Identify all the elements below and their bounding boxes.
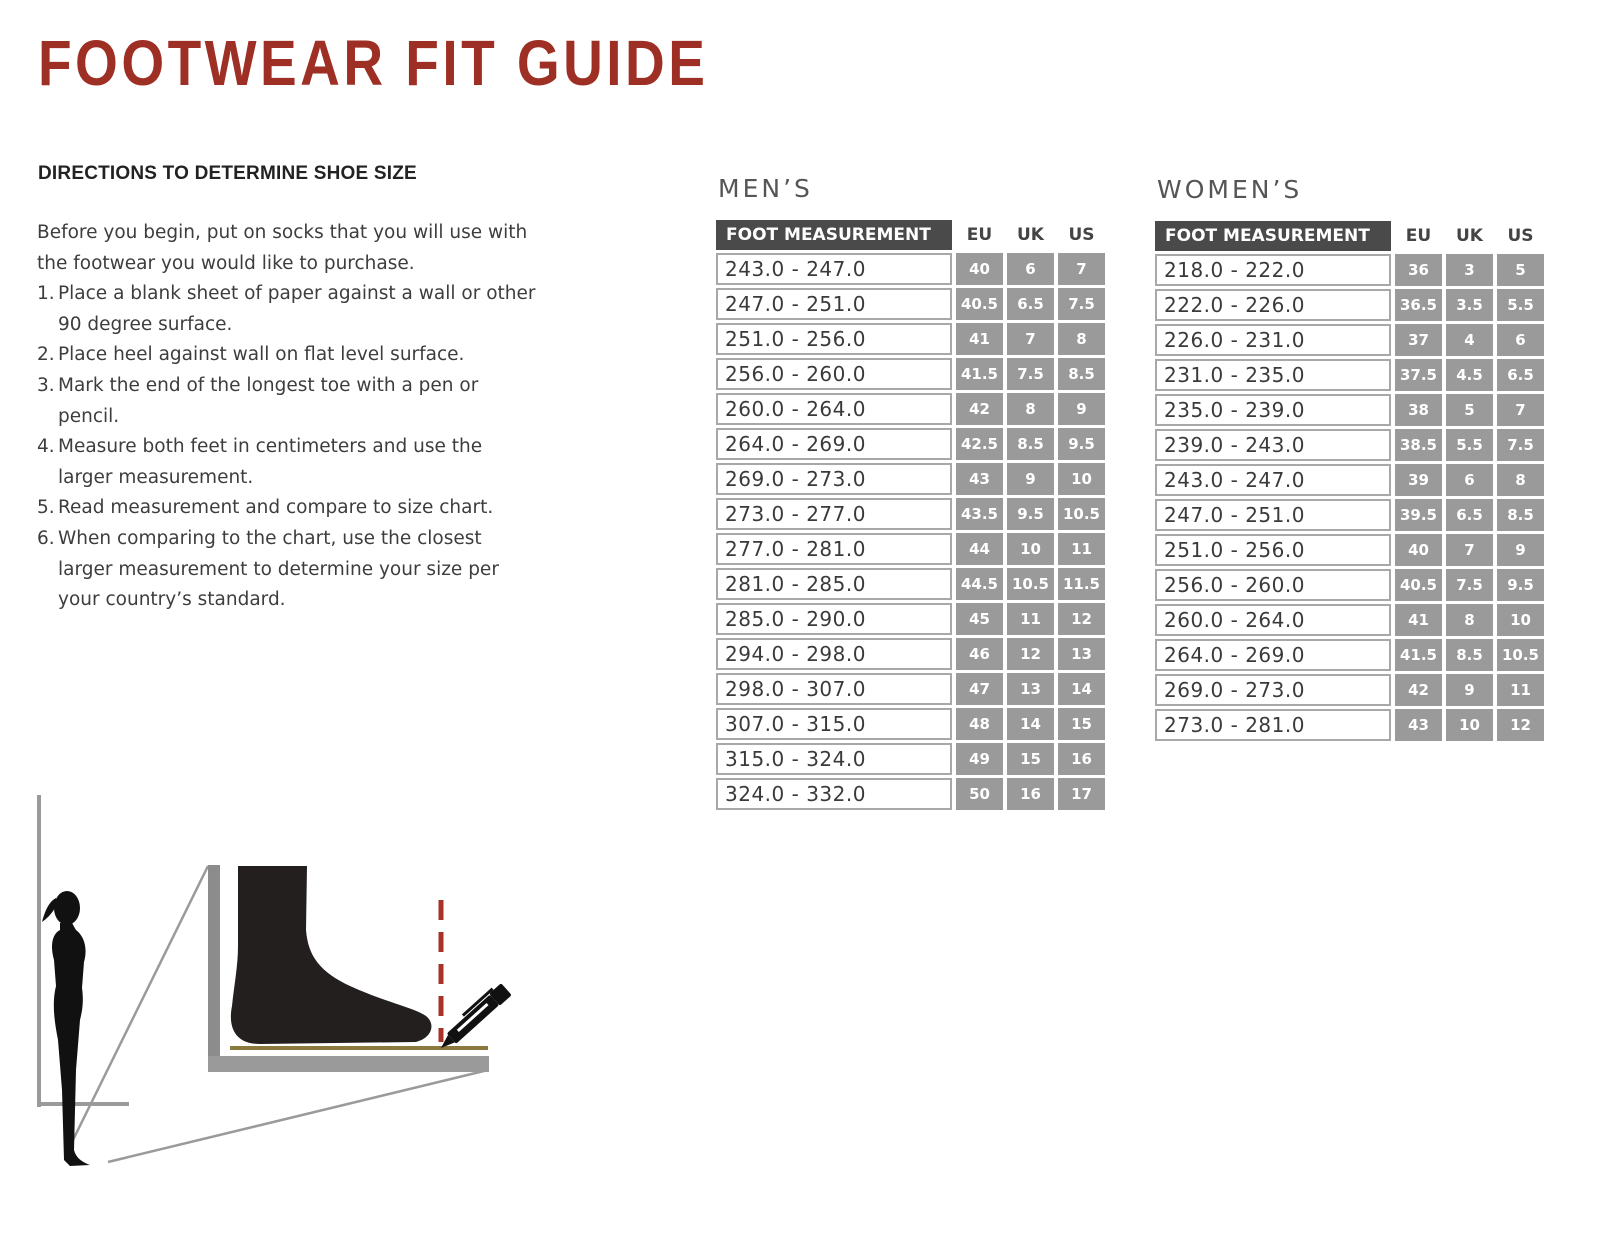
uk-size-cell: 13 (1007, 673, 1054, 705)
eu-size-cell: 42 (956, 393, 1003, 425)
eu-size-cell: 37 (1395, 324, 1442, 356)
mens-title: MEN’S (718, 174, 813, 203)
eu-size-cell: 42 (1395, 674, 1442, 706)
us-size-cell: 12 (1497, 709, 1544, 741)
us-size-cell: 7.5 (1497, 429, 1544, 461)
us-size-cell: 15 (1058, 708, 1105, 740)
foot-measurement-cell: 256.0 - 260.0 (716, 358, 952, 390)
direction-step (37, 493, 537, 524)
eu-size-cell: 49 (956, 743, 1003, 775)
table-row (1155, 254, 1544, 286)
uk-size-cell: 4 (1446, 324, 1493, 356)
foot-measurement-cell: 218.0 - 222.0 (1155, 254, 1391, 286)
uk-size-cell: 5 (1446, 394, 1493, 426)
us-size-cell: 13 (1058, 638, 1105, 670)
uk-size-cell: 4.5 (1446, 359, 1493, 391)
eu-size-cell: 40 (1395, 534, 1442, 566)
table-header-row (716, 220, 1105, 250)
us-size-cell: 10 (1497, 604, 1544, 636)
us-size-cell: 7.5 (1058, 288, 1105, 320)
foot-measurement-cell: 298.0 - 307.0 (716, 673, 952, 705)
uk-size-cell: 9 (1446, 674, 1493, 706)
foot-measurement-cell: 222.0 - 226.0 (1155, 289, 1391, 321)
eu-size-cell: 43 (1395, 709, 1442, 741)
us-size-cell: 5.5 (1497, 289, 1544, 321)
foot-icon (231, 866, 432, 1044)
paper-sheet (230, 1046, 488, 1050)
us-size-cell: 10.5 (1058, 498, 1105, 530)
eu-size-cell: 41 (1395, 604, 1442, 636)
measuring-illustration (20, 780, 520, 1180)
foot-measurement-cell: 307.0 - 315.0 (716, 708, 952, 740)
us-size-cell: 7 (1058, 253, 1105, 285)
uk-size-cell: 8.5 (1007, 428, 1054, 460)
direction-step (37, 524, 537, 616)
foot-measurement-cell: 273.0 - 281.0 (1155, 709, 1391, 741)
us-size-cell: 9 (1058, 393, 1105, 425)
womens-size-table (1151, 218, 1548, 744)
eu-size-cell: 41.5 (956, 358, 1003, 390)
foot-measurement-cell: 260.0 - 264.0 (1155, 604, 1391, 636)
table-row (716, 673, 1105, 705)
uk-size-cell: 3.5 (1446, 289, 1493, 321)
uk-size-cell: 14 (1007, 708, 1054, 740)
table-row (716, 568, 1105, 600)
uk-size-cell: 15 (1007, 743, 1054, 775)
womens-table-body (1155, 254, 1544, 741)
eu-size-cell: 50 (956, 778, 1003, 810)
eu-size-cell: 40.5 (956, 288, 1003, 320)
table-row (716, 358, 1105, 390)
us-size-cell: 14 (1058, 673, 1105, 705)
step-text: Mark the end of the longest toe with a pen or pencil. (58, 374, 479, 427)
eu-size-cell: 47 (956, 673, 1003, 705)
mens-table-body (716, 253, 1105, 810)
step-text: Read measurement and compare to size chart. (58, 497, 494, 519)
step-text: When comparing to the chart, use the closest larger measurement to determine your size per your country’s standard. (58, 527, 499, 611)
column-header: US (1068, 225, 1095, 245)
uk-size-cell: 8 (1007, 393, 1054, 425)
mens-size-table (712, 217, 1109, 813)
eu-size-cell: 39.5 (1395, 499, 1442, 531)
foot-measurement-cell: 231.0 - 235.0 (1155, 359, 1391, 391)
us-size-cell: 7 (1497, 394, 1544, 426)
uk-size-cell: 10.5 (1007, 568, 1054, 600)
us-size-cell: 17 (1058, 778, 1105, 810)
us-size-cell: 8 (1058, 323, 1105, 355)
table-row (1155, 569, 1544, 601)
foot-measurement-cell: 273.0 - 277.0 (716, 498, 952, 530)
step-number: 4. (37, 436, 55, 458)
uk-size-cell: 9 (1007, 463, 1054, 495)
uk-size-cell: 7 (1007, 323, 1054, 355)
eu-size-cell: 41 (956, 323, 1003, 355)
uk-size-cell: 10 (1446, 709, 1493, 741)
direction-step (37, 340, 537, 371)
table-row (1155, 499, 1544, 531)
foot-measurement-cell: 269.0 - 273.0 (716, 463, 952, 495)
eu-size-cell: 36.5 (1395, 289, 1442, 321)
table-row (1155, 674, 1544, 706)
page-title: FOOTWEAR FIT GUIDE (38, 27, 709, 99)
uk-size-cell: 5.5 (1446, 429, 1493, 461)
eu-size-cell: 40 (956, 253, 1003, 285)
column-header: FOOT MEASUREMENT (716, 220, 952, 250)
womens-title: WOMEN’S (1157, 175, 1303, 204)
table-row (1155, 289, 1544, 321)
eu-size-cell: 44 (956, 533, 1003, 565)
step-text: Place a blank sheet of paper against a wall or other 90 degree surface. (58, 283, 536, 335)
uk-size-cell: 8 (1446, 604, 1493, 636)
eu-size-cell: 43.5 (956, 498, 1003, 530)
eu-size-cell: 36 (1395, 254, 1442, 286)
uk-size-cell: 9.5 (1007, 498, 1054, 530)
step-number: 5. (37, 497, 55, 519)
uk-size-cell: 8.5 (1446, 639, 1493, 671)
directions-text (37, 218, 537, 616)
uk-size-cell: 6 (1446, 464, 1493, 496)
table-row (716, 638, 1105, 670)
foot-measurement-cell: 251.0 - 256.0 (716, 323, 952, 355)
uk-size-cell: 10 (1007, 533, 1054, 565)
uk-size-cell: 7 (1446, 534, 1493, 566)
foot-measurement-cell: 315.0 - 324.0 (716, 743, 952, 775)
uk-size-cell: 3 (1446, 254, 1493, 286)
us-size-cell: 6 (1497, 324, 1544, 356)
step-number: 2. (37, 344, 55, 366)
foot-measurement-cell: 294.0 - 298.0 (716, 638, 952, 670)
foot-measurement-cell: 264.0 - 269.0 (1155, 639, 1391, 671)
table-row (1155, 534, 1544, 566)
foot-measurement-cell: 256.0 - 260.0 (1155, 569, 1391, 601)
foot-measurement-cell: 281.0 - 285.0 (716, 568, 952, 600)
foot-measurement-cell: 285.0 - 290.0 (716, 603, 952, 635)
table-row (716, 778, 1105, 810)
uk-size-cell: 12 (1007, 638, 1054, 670)
eu-size-cell: 48 (956, 708, 1003, 740)
foot-measurement-cell: 235.0 - 239.0 (1155, 394, 1391, 426)
directions-heading: DIRECTIONS TO DETERMINE SHOE SIZE (38, 163, 417, 184)
table-row (1155, 464, 1544, 496)
us-size-cell: 8.5 (1058, 358, 1105, 390)
column-header: UK (1456, 226, 1483, 246)
foot-measurement-cell: 243.0 - 247.0 (716, 253, 952, 285)
us-size-cell: 10.5 (1497, 639, 1544, 671)
step-number: 1. (37, 283, 55, 305)
column-header: EU (1405, 226, 1432, 246)
table-row (716, 533, 1105, 565)
us-size-cell: 8.5 (1497, 499, 1544, 531)
us-size-cell: 11 (1497, 674, 1544, 706)
table-row (716, 288, 1105, 320)
table-row (1155, 604, 1544, 636)
eu-size-cell: 38 (1395, 394, 1442, 426)
us-size-cell: 11.5 (1058, 568, 1105, 600)
foot-measurement-cell: 277.0 - 281.0 (716, 533, 952, 565)
us-size-cell: 9.5 (1058, 428, 1105, 460)
uk-size-cell: 7.5 (1007, 358, 1054, 390)
table-row (1155, 429, 1544, 461)
foot-measurement-cell: 260.0 - 264.0 (716, 393, 952, 425)
step-text: Measure both feet in centimeters and use the larger measurement. (58, 436, 483, 488)
table-row (716, 393, 1105, 425)
uk-size-cell: 6.5 (1446, 499, 1493, 531)
foot-measurement-cell: 264.0 - 269.0 (716, 428, 952, 460)
foot-measurement-cell: 239.0 - 243.0 (1155, 429, 1391, 461)
us-size-cell: 6.5 (1497, 359, 1544, 391)
table-row (716, 603, 1105, 635)
eu-size-cell: 39 (1395, 464, 1442, 496)
uk-size-cell: 7.5 (1446, 569, 1493, 601)
step-text: Place heel against wall on flat level surface. (58, 344, 465, 366)
eu-size-cell: 46 (956, 638, 1003, 670)
foot-measurement-cell: 251.0 - 256.0 (1155, 534, 1391, 566)
table-row (716, 743, 1105, 775)
uk-size-cell: 16 (1007, 778, 1054, 810)
eu-size-cell: 43 (956, 463, 1003, 495)
table-row (1155, 394, 1544, 426)
us-size-cell: 9 (1497, 534, 1544, 566)
us-size-cell: 10 (1058, 463, 1105, 495)
foot-measurement-cell: 269.0 - 273.0 (1155, 674, 1391, 706)
step-number: 6. (37, 527, 55, 549)
table-row (716, 253, 1105, 285)
pen-icon (434, 981, 512, 1054)
foot-measurement-cell: 324.0 - 332.0 (716, 778, 952, 810)
eu-size-cell: 42.5 (956, 428, 1003, 460)
us-size-cell: 5 (1497, 254, 1544, 286)
us-size-cell: 11 (1058, 533, 1105, 565)
step-number: 3. (37, 374, 55, 396)
uk-size-cell: 11 (1007, 603, 1054, 635)
table-row (716, 498, 1105, 530)
eu-size-cell: 44.5 (956, 568, 1003, 600)
table-row (716, 463, 1105, 495)
table-row (1155, 359, 1544, 391)
column-header: UK (1017, 225, 1044, 245)
table-row (1155, 709, 1544, 741)
table-row (716, 428, 1105, 460)
eu-size-cell: 37.5 (1395, 359, 1442, 391)
us-size-cell: 8 (1497, 464, 1544, 496)
foot-measurement-cell: 226.0 - 231.0 (1155, 324, 1391, 356)
table-row (1155, 639, 1544, 671)
eu-size-cell: 41.5 (1395, 639, 1442, 671)
eu-size-cell: 45 (956, 603, 1003, 635)
table-row (716, 323, 1105, 355)
column-header: FOOT MEASUREMENT (1155, 221, 1391, 251)
us-size-cell: 16 (1058, 743, 1105, 775)
column-header: US (1507, 226, 1534, 246)
column-header: EU (966, 225, 993, 245)
uk-size-cell: 6.5 (1007, 288, 1054, 320)
table-row (1155, 324, 1544, 356)
table-row (716, 708, 1105, 740)
direction-step (37, 371, 537, 432)
foot-measurement-cell: 243.0 - 247.0 (1155, 464, 1391, 496)
eu-size-cell: 40.5 (1395, 569, 1442, 601)
foot-measurement-cell: 247.0 - 251.0 (1155, 499, 1391, 531)
directions-steps (37, 279, 537, 616)
us-size-cell: 12 (1058, 603, 1105, 635)
eu-size-cell: 38.5 (1395, 429, 1442, 461)
uk-size-cell: 6 (1007, 253, 1054, 285)
directions-intro: Before you begin, put on socks that you will use with the footwear you would like to purchase. (37, 222, 528, 274)
direction-step (37, 432, 537, 493)
woman-silhouette-icon (42, 891, 90, 1166)
table-header-row (1155, 221, 1544, 251)
us-size-cell: 9.5 (1497, 569, 1544, 601)
direction-step (37, 279, 537, 340)
foot-measurement-cell: 247.0 - 251.0 (716, 288, 952, 320)
